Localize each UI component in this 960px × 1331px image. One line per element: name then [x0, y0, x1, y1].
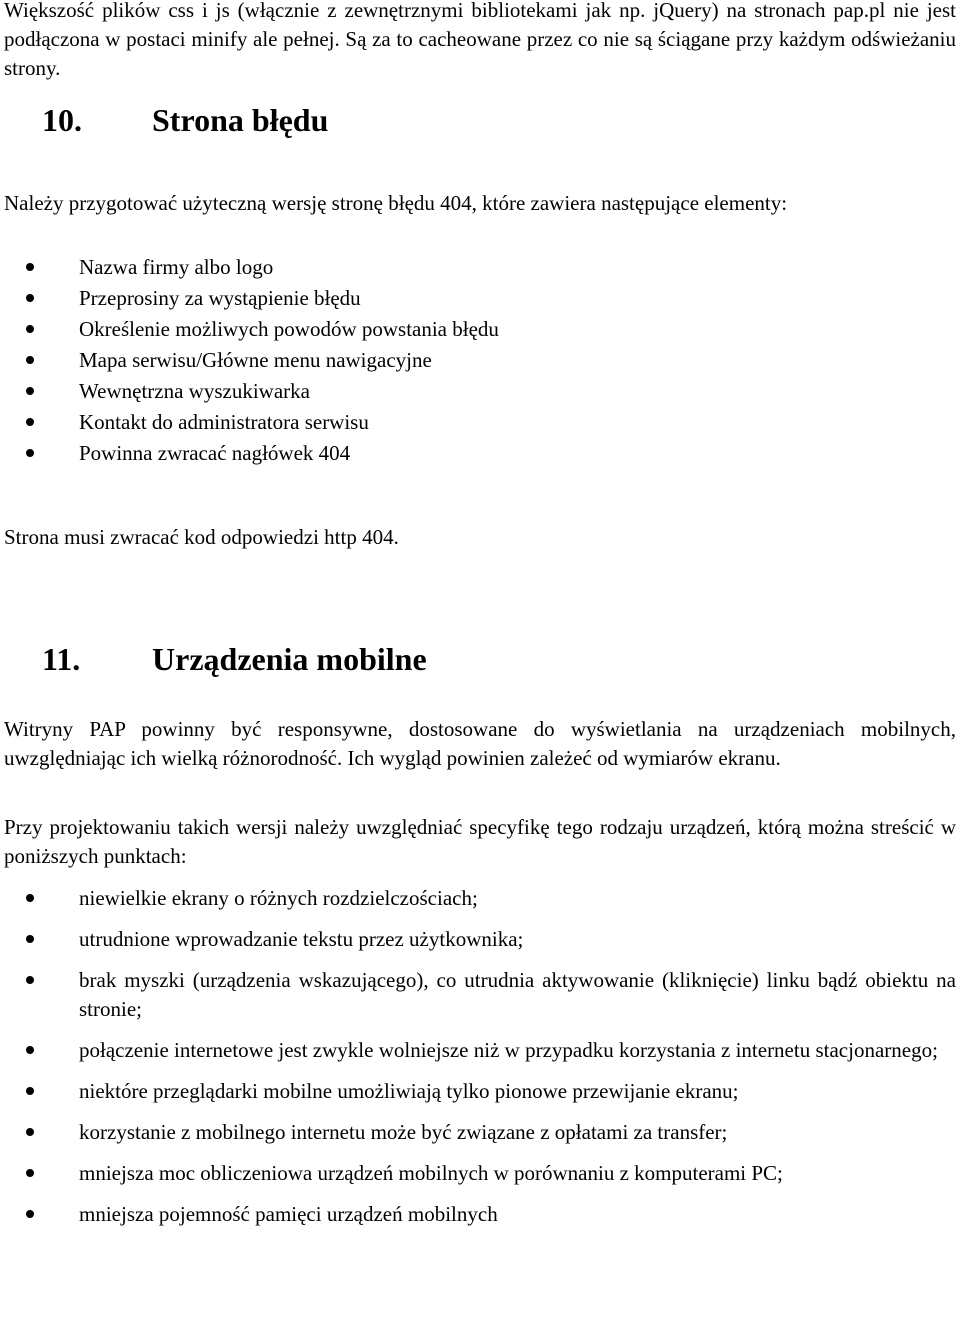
section-10-heading	[4, 101, 956, 139]
bullet-icon	[26, 449, 34, 457]
section-11-title: Urządzenia mobilne	[152, 641, 427, 677]
list-item: niektóre przeglądarki mobilne umożliwiają tylko pionowe przewijanie ekranu;	[4, 1077, 956, 1106]
list-item: Wewnętrzna wyszukiwarka	[4, 376, 956, 407]
bullet-icon	[26, 1210, 34, 1218]
bullet-icon	[26, 1169, 34, 1177]
bullet-icon	[26, 1046, 34, 1054]
section-10-lead: Należy przygotować użyteczną wersję stronę błędu 404, które zawiera następujące elementy:	[4, 191, 788, 215]
mobile-specifics-list	[4, 884, 956, 1229]
section-11-paragraph-1: Witryny PAP powinny być responsywne, dostosowane do wyświetlania na urządzeniach mobilnych, uwzględniając ich wielką różnorodność. Ich wygląd powinien zależeć od wymiarów ekranu.	[4, 717, 956, 770]
bullet-icon	[26, 418, 34, 426]
bullet-icon	[26, 894, 34, 902]
section-11-heading	[4, 640, 956, 678]
section-10-title: Strona błędu	[152, 102, 329, 138]
section-11-number: 11.	[42, 641, 81, 677]
error-page-elements-list	[4, 252, 956, 469]
list-item: utrudnione wprowadzanie tekstu przez użytkownika;	[4, 925, 956, 954]
list-item: połączenie internetowe jest zwykle wolniejsze niż w przypadku korzystania z internetu stacjonarnego;	[4, 1036, 956, 1065]
bullet-icon	[26, 1087, 34, 1095]
section-10-number: 10.	[42, 102, 82, 138]
list-item: niewielkie ekrany o różnych rozdzielczościach;	[4, 884, 956, 913]
bullet-icon	[26, 387, 34, 395]
list-item: Przeprosiny za wystąpienie błędu	[4, 283, 956, 314]
list-item: Mapa serwisu/Główne menu nawigacyjne	[4, 345, 956, 376]
bullet-icon	[26, 976, 34, 984]
list-item: Powinna zwracać nagłówek 404	[4, 438, 956, 469]
bullet-icon	[26, 325, 34, 333]
bullet-icon	[26, 294, 34, 302]
list-item: mniejsza moc obliczeniowa urządzeń mobilnych w porównaniu z komputerami PC;	[4, 1159, 956, 1188]
list-item: mniejsza pojemność pamięci urządzeń mobilnych	[4, 1200, 956, 1229]
document-page	[4, 0, 956, 1241]
intro-paragraph: Większość plików css i js (włącznie z zewnętrznymi bibliotekami jak np. jQuery) na stronach pap.pl nie jest podłączona w postaci minify ale pełnej. Są za to cacheowane przez co nie są ściągane przy każdym odświeżaniu strony.	[4, 0, 956, 80]
list-item: korzystanie z mobilnego internetu może być związane z opłatami za transfer;	[4, 1118, 956, 1147]
bullet-icon	[26, 356, 34, 364]
section-11-paragraph-2: Przy projektowaniu takich wersji należy uwzględniać specyfikę tego rodzaju urządzeń, którą można streścić w poniższych punktach:	[4, 815, 956, 868]
bullet-icon	[26, 263, 34, 271]
list-item: Kontakt do administratora serwisu	[4, 407, 956, 438]
list-item: brak myszki (urządzenia wskazującego), co utrudnia aktywowanie (kliknięcie) linku bądź obiektu na stronie;	[4, 966, 956, 1024]
list-item: Nazwa firmy albo logo	[4, 252, 956, 283]
bullet-icon	[26, 1128, 34, 1136]
list-item: Określenie możliwych powodów powstania błędu	[4, 314, 956, 345]
section-10-closing: Strona musi zwracać kod odpowiedzi http 404.	[4, 525, 399, 549]
bullet-icon	[26, 935, 34, 943]
